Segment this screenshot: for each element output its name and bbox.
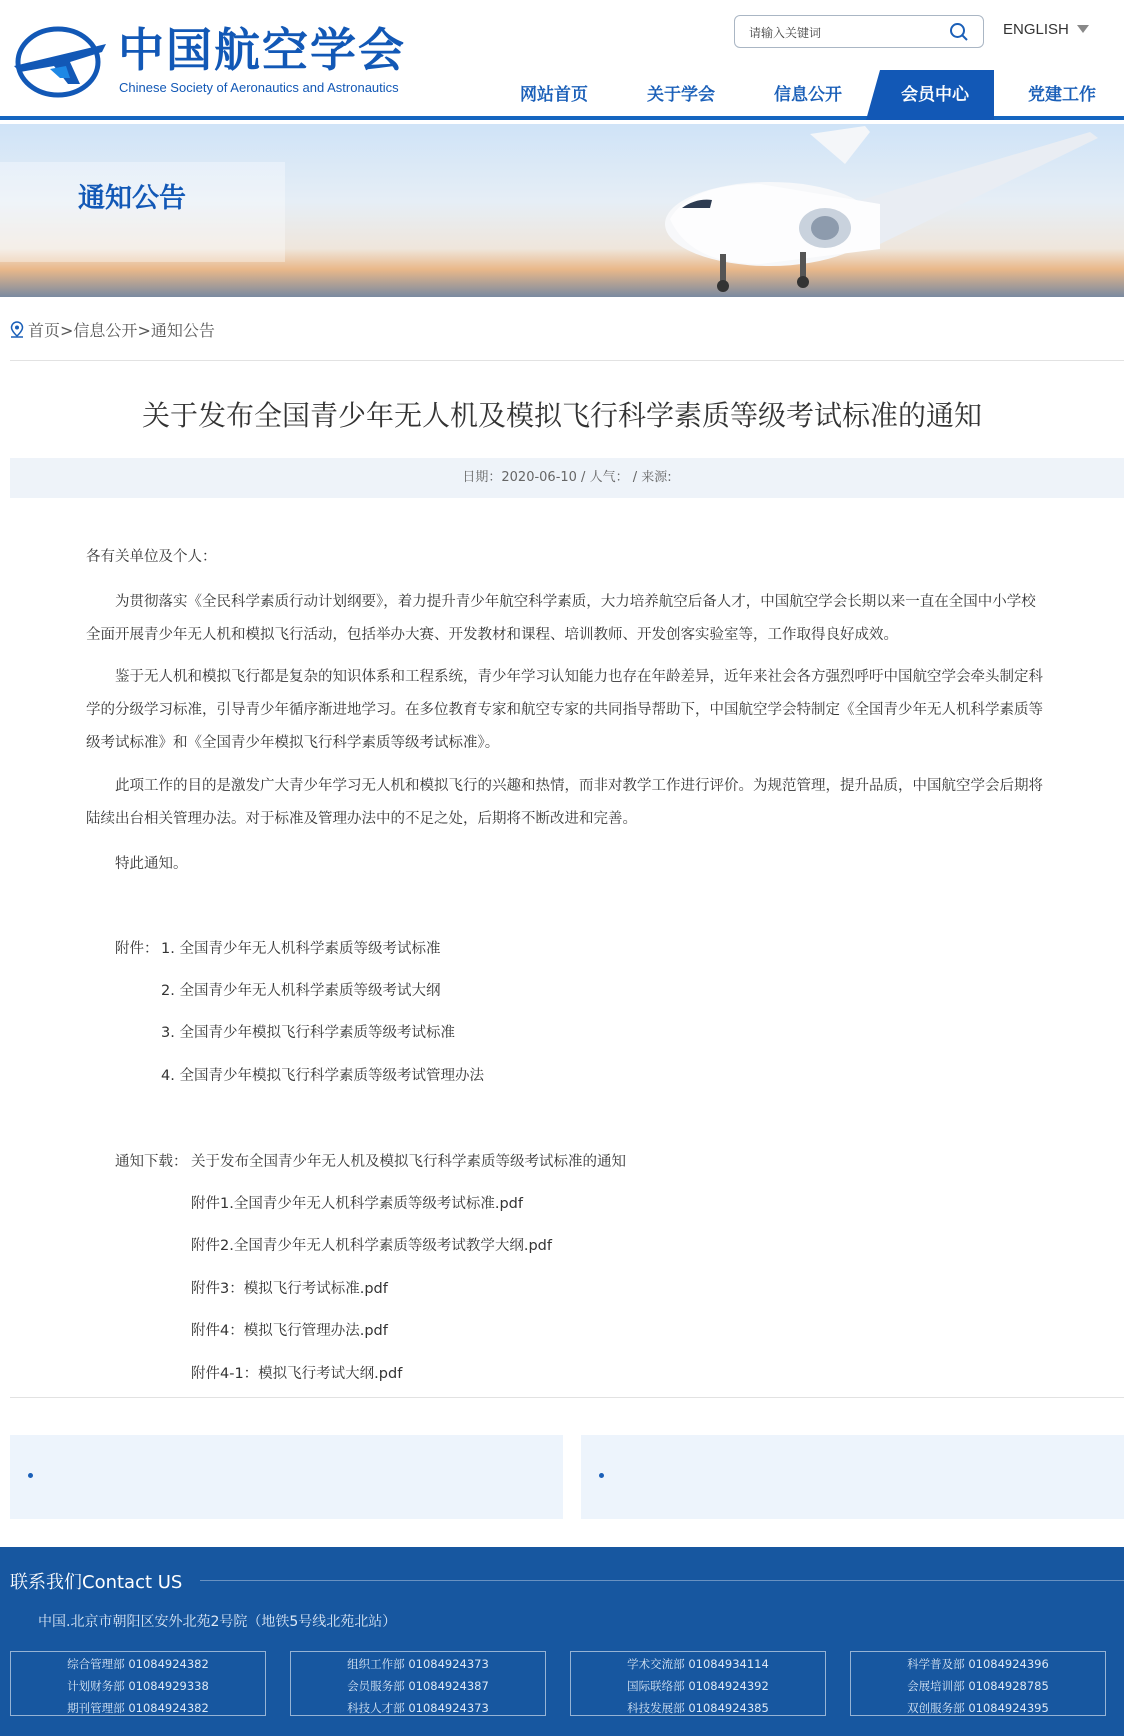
article-paragraph: 此项工作的目的是激发广大青少年学习无人机和模拟飞行的兴趣和热情，而非对教学工作进行评价。为规范管理，提升品质，中国航空学会后期将陆续出台相关管理办法。对于标准及管理办法中的不足之处，后期将不断改进和完善。 bbox=[86, 778, 1043, 827]
nav-item-disclosure[interactable]: 信息公开 bbox=[774, 85, 842, 105]
nav-item-about[interactable]: 关于学会 bbox=[647, 85, 715, 105]
nav-item-members[interactable]: 会员中心 bbox=[901, 85, 969, 105]
prev-article-box[interactable] bbox=[10, 1435, 563, 1519]
search-box bbox=[734, 15, 984, 48]
contact-line: 计划财务部 01084929338 bbox=[67, 1679, 209, 1693]
footer-address: 中国.北京市朝阳区安外北苑2号院（地铁5号线北苑北站） bbox=[38, 1614, 397, 1630]
download-link[interactable]: 附件4-1：模拟飞行考试大纲.pdf bbox=[191, 1366, 403, 1382]
bullet-dot bbox=[28, 1473, 33, 1478]
breadcrumb bbox=[28, 318, 215, 341]
breadcrumb-disclosure[interactable]: 信息公开 bbox=[73, 321, 138, 340]
site-logo-title[interactable]: 中国航空学会 bbox=[118, 23, 406, 77]
divider bbox=[10, 360, 1124, 361]
language-switch[interactable]: ENGLISH bbox=[1003, 21, 1069, 38]
article-salutation: 各有关单位及个人： bbox=[86, 549, 217, 565]
attachment-item: 3. 全国青少年模拟飞行科学素质等级考试标准 bbox=[161, 1025, 455, 1041]
banner-title: 通知公告 bbox=[78, 183, 186, 214]
site-footer bbox=[0, 1547, 1124, 1736]
contact-line: 组织工作部 01084924373 bbox=[347, 1657, 489, 1671]
attachment-item: 4. 全国青少年模拟飞行科学素质等级考试管理办法 bbox=[161, 1068, 484, 1084]
divider bbox=[10, 1397, 1124, 1398]
article-title: 关于发布全国青少年无人机及模拟飞行科学素质等级考试标准的通知 bbox=[141, 399, 982, 432]
download-link[interactable]: 附件1.全国青少年无人机科学素质等级考试标准.pdf bbox=[191, 1196, 523, 1212]
site-header bbox=[0, 0, 1124, 120]
site-logo-subtitle: Chinese Society of Aeronautics and Astronautics bbox=[119, 80, 399, 95]
contact-card bbox=[850, 1651, 1106, 1716]
contact-line: 科学普及部 01084924396 bbox=[907, 1657, 1049, 1671]
breadcrumb-current[interactable]: 通知公告 bbox=[150, 321, 215, 340]
csaa-logo-icon[interactable] bbox=[10, 22, 110, 100]
location-pin-icon bbox=[10, 321, 24, 338]
downloads-label: 通知下载： bbox=[115, 1154, 188, 1170]
page-banner bbox=[0, 124, 1124, 297]
chevron-down-icon[interactable] bbox=[1077, 25, 1089, 35]
airplane-illustration bbox=[650, 124, 1124, 297]
contact-line: 科技发展部 01084924385 bbox=[627, 1701, 769, 1715]
attachment-item: 1. 全国青少年无人机科学素质等级考试标准 bbox=[161, 941, 441, 957]
contact-line: 会员服务部 01084924387 bbox=[347, 1679, 489, 1693]
bullet-dot bbox=[599, 1473, 604, 1478]
download-link[interactable]: 关于发布全国青少年无人机及模拟飞行科学素质等级考试标准的通知 bbox=[191, 1154, 626, 1170]
article-meta: 日期：2020-06-10 / 人气： / 来源: bbox=[10, 458, 1124, 498]
breadcrumb-home[interactable]: 首页 bbox=[28, 321, 61, 340]
article-paragraph: 为贯彻落实《全民科学素质行动计划纲要》，着力提升青少年航空科学素质，大力培养航空后备人才，中国航空学会长期以来一直在全国中小学校全面开展青少年无人机和模拟飞行活动，包括举办大赛、开发教材和课程、培训教师、开发创客实验室等，工作取得良好成效。 bbox=[86, 594, 1036, 643]
breadcrumb-separator: > bbox=[137, 321, 151, 340]
contact-card bbox=[290, 1651, 546, 1716]
next-article-box[interactable] bbox=[581, 1435, 1124, 1519]
contact-card bbox=[10, 1651, 266, 1716]
footer-title: 联系我们Contact US bbox=[10, 1572, 183, 1593]
search-icon[interactable] bbox=[949, 22, 969, 42]
download-link[interactable]: 附件4：模拟飞行管理办法.pdf bbox=[191, 1323, 388, 1339]
contact-line: 会展培训部 01084928785 bbox=[907, 1679, 1049, 1693]
attachment-item: 2. 全国青少年无人机科学素质等级考试大纲 bbox=[161, 983, 441, 999]
footer-divider bbox=[200, 1580, 1124, 1581]
nav-item-home[interactable]: 网站首页 bbox=[520, 85, 588, 105]
contact-line: 双创服务部 01084924395 bbox=[907, 1701, 1049, 1715]
contact-line: 国际联络部 01084924392 bbox=[627, 1679, 769, 1693]
breadcrumb-separator: > bbox=[60, 321, 74, 340]
nav-item-party[interactable]: 党建工作 bbox=[1028, 85, 1096, 105]
attachments-label: 附件： bbox=[115, 941, 159, 957]
contact-card bbox=[570, 1651, 826, 1716]
article-closing: 特此通知。 bbox=[115, 856, 188, 872]
download-link[interactable]: 附件3：模拟飞行考试标准.pdf bbox=[191, 1281, 388, 1297]
article-paragraph: 鉴于无人机和模拟飞行都是复杂的知识体系和工程系统，青少年学习认知能力也存在年龄差异，近年来社会各方强烈呼吁中国航空学会牵头制定科学的分级学习标准，引导青少年循序渐进地学习。在多位教育专家和航空专家的共同指导帮助下，中国航空学会特制定《全国青少年无人机科学素质等级考试标准》和《全国青少年模拟飞行科学素质等级考试标准》。 bbox=[86, 669, 1043, 751]
contact-line: 学术交流部 01084934114 bbox=[627, 1657, 769, 1671]
contact-line: 科技人才部 01084924373 bbox=[347, 1701, 489, 1715]
download-link[interactable]: 附件2.全国青少年无人机科学素质等级考试教学大纲.pdf bbox=[191, 1238, 552, 1254]
search-input[interactable] bbox=[749, 23, 939, 43]
contact-line: 期刊管理部 01084924382 bbox=[67, 1701, 209, 1715]
contact-line: 综合管理部 01084924382 bbox=[67, 1657, 209, 1671]
